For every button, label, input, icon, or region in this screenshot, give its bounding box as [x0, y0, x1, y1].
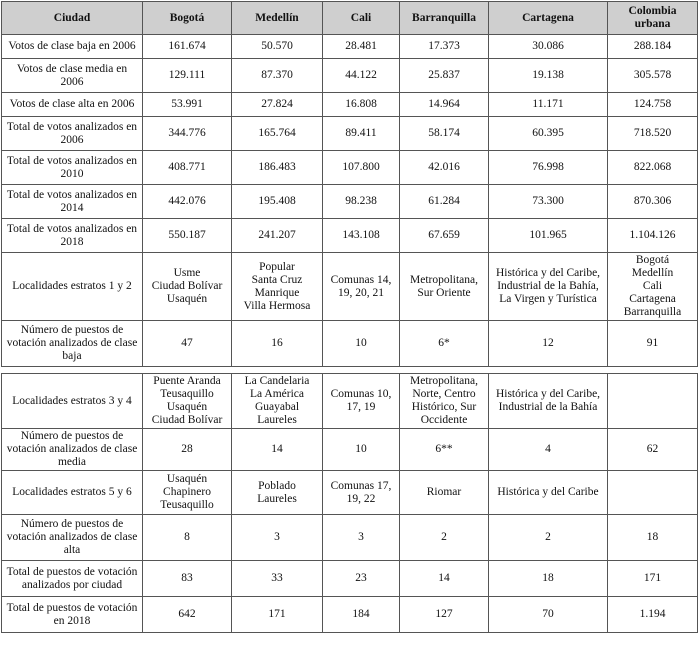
table-cell: 408.771 [143, 151, 232, 185]
table-row [2, 185, 698, 219]
table-cell: 2 [400, 515, 489, 561]
table-cell: 822.068 [608, 151, 698, 185]
table-cell: Histórica y del Caribe, Industrial de la Bahía [489, 374, 608, 429]
spacer-cell [2, 367, 698, 374]
row-label: Localidades estratos 1 y 2 [2, 253, 143, 321]
table-cell: 718.520 [608, 117, 698, 151]
table-cell: 4 [489, 429, 608, 471]
table-cell: 6* [400, 321, 489, 367]
table-cell: Poblado Laureles [232, 471, 323, 515]
table-cell: 184 [323, 597, 400, 633]
table-cell: 50.570 [232, 35, 323, 59]
table-cell [608, 374, 698, 429]
table-cell: 550.187 [143, 219, 232, 253]
header-cell: Ciudad [2, 2, 143, 35]
table-cell: Usme Ciudad Bolívar Usaquén [143, 253, 232, 321]
table-cell: 70 [489, 597, 608, 633]
table-cell: 14.964 [400, 93, 489, 117]
table-cell: 76.998 [489, 151, 608, 185]
table-cell: 171 [232, 597, 323, 633]
table-cell: 442.076 [143, 185, 232, 219]
table-cell: 11.171 [489, 93, 608, 117]
table-cell: 101.965 [489, 219, 608, 253]
table-cell: 61.284 [400, 185, 489, 219]
table-cell: 83 [143, 561, 232, 597]
table-cell: Popular Santa Cruz Manrique Villa Hermosa [232, 253, 323, 321]
header-cell: Colombia urbana [608, 2, 698, 35]
table-cell: 44.122 [323, 59, 400, 93]
row-label: Número de puestos de votación analizados de clase media [2, 429, 143, 471]
table-cell: 87.370 [232, 59, 323, 93]
row-label: Total de puestos de votación en 2018 [2, 597, 143, 633]
table-cell: Riomar [400, 471, 489, 515]
table-cell: Histórica y del Caribe [489, 471, 608, 515]
table-cell: 18 [489, 561, 608, 597]
table-cell: 98.238 [323, 185, 400, 219]
row-label: Localidades estratos 3 y 4 [2, 374, 143, 429]
table-cell: 33 [232, 561, 323, 597]
table-row [2, 219, 698, 253]
table-cell: 19.138 [489, 59, 608, 93]
table-cell: 241.207 [232, 219, 323, 253]
table-row [2, 321, 698, 367]
row-label: Localidades estratos 5 y 6 [2, 471, 143, 515]
table-row [2, 429, 698, 471]
header-cell: Cali [323, 2, 400, 35]
table-cell: 17.373 [400, 35, 489, 59]
table-spacer [2, 367, 698, 374]
table-cell: 16.808 [323, 93, 400, 117]
table-cell: 344.776 [143, 117, 232, 151]
header-cell: Cartagena [489, 2, 608, 35]
row-label: Total de votos analizados en 2006 [2, 117, 143, 151]
table-row [2, 597, 698, 633]
table-cell [608, 471, 698, 515]
table-row [2, 253, 698, 321]
table-cell: 42.016 [400, 151, 489, 185]
table-cell: 30.086 [489, 35, 608, 59]
table-cell: Metropolitana, Sur Oriente [400, 253, 489, 321]
row-label: Total de votos analizados en 2018 [2, 219, 143, 253]
table-cell: 6** [400, 429, 489, 471]
table-cell: Usaquén Chapinero Teusaquillo [143, 471, 232, 515]
table-cell: Comunas 10, 17, 19 [323, 374, 400, 429]
table-cell: 23 [323, 561, 400, 597]
table-cell: Comunas 14, 19, 20, 21 [323, 253, 400, 321]
table-cell: 14 [400, 561, 489, 597]
row-label: Votos de clase baja en 2006 [2, 35, 143, 59]
table-cell: Histórica y del Caribe, Industrial de la Bahía, La Virgen y Turística [489, 253, 608, 321]
table-cell: 127 [400, 597, 489, 633]
row-label: Número de puestos de votación analizados de clase baja [2, 321, 143, 367]
row-label: Votos de clase alta en 2006 [2, 93, 143, 117]
table-cell: 67.659 [400, 219, 489, 253]
table-row [2, 515, 698, 561]
table-cell: 195.408 [232, 185, 323, 219]
table-row [2, 35, 698, 59]
row-label: Número de puestos de votación analizados de clase alta [2, 515, 143, 561]
table-cell: 73.300 [489, 185, 608, 219]
table-cell: 305.578 [608, 59, 698, 93]
table-cell: Comunas 17, 19, 22 [323, 471, 400, 515]
table-cell: 143.108 [323, 219, 400, 253]
table-cell: 161.674 [143, 35, 232, 59]
table-cell: 89.411 [323, 117, 400, 151]
table-cell: 47 [143, 321, 232, 367]
table-cell: 642 [143, 597, 232, 633]
table-cell: 60.395 [489, 117, 608, 151]
row-label: Total de votos analizados en 2010 [2, 151, 143, 185]
table-cell: 62 [608, 429, 698, 471]
table-row [2, 561, 698, 597]
table-cell: 28 [143, 429, 232, 471]
table-cell: Metropolitana, Norte, Centro Histórico, Sur Occidente [400, 374, 489, 429]
table-cell: 124.758 [608, 93, 698, 117]
table-cell: 1.194 [608, 597, 698, 633]
table-row [2, 59, 698, 93]
header-cell: Medellín [232, 2, 323, 35]
row-label: Total de votos analizados en 2014 [2, 185, 143, 219]
table-cell: 18 [608, 515, 698, 561]
table-cell: 171 [608, 561, 698, 597]
table-cell: 2 [489, 515, 608, 561]
table-cell: 8 [143, 515, 232, 561]
header-cell: Barranquilla [400, 2, 489, 35]
table-cell: Bogotá Medellín Cali Cartagena Barranquilla [608, 253, 698, 321]
table-cell: 10 [323, 429, 400, 471]
table-cell: 12 [489, 321, 608, 367]
table-cell: 288.184 [608, 35, 698, 59]
table-cell: Puente Aranda Teusaquillo Usaquén Ciudad Bolívar [143, 374, 232, 429]
table-cell: 10 [323, 321, 400, 367]
table-cell: 1.104.126 [608, 219, 698, 253]
table-cell: 165.764 [232, 117, 323, 151]
table-cell: 16 [232, 321, 323, 367]
voting-data-table [1, 1, 698, 633]
table-row [2, 93, 698, 117]
table-cell: 91 [608, 321, 698, 367]
table-cell: 25.837 [400, 59, 489, 93]
header-cell: Bogotá [143, 2, 232, 35]
table-cell: 107.800 [323, 151, 400, 185]
table-cell: 3 [323, 515, 400, 561]
table-row [2, 471, 698, 515]
table-row [2, 374, 698, 429]
table-cell: La Candelaria La América Guayabal Laureles [232, 374, 323, 429]
table-cell: 186.483 [232, 151, 323, 185]
row-label: Total de puestos de votación analizados por ciudad [2, 561, 143, 597]
table-cell: 129.111 [143, 59, 232, 93]
table-cell: 58.174 [400, 117, 489, 151]
table-cell: 14 [232, 429, 323, 471]
table-row [2, 117, 698, 151]
header-row [2, 2, 698, 35]
table-row [2, 151, 698, 185]
table-cell: 870.306 [608, 185, 698, 219]
table-cell: 27.824 [232, 93, 323, 117]
table-cell: 53.991 [143, 93, 232, 117]
row-label: Votos de clase media en 2006 [2, 59, 143, 93]
table-cell: 3 [232, 515, 323, 561]
table-cell: 28.481 [323, 35, 400, 59]
